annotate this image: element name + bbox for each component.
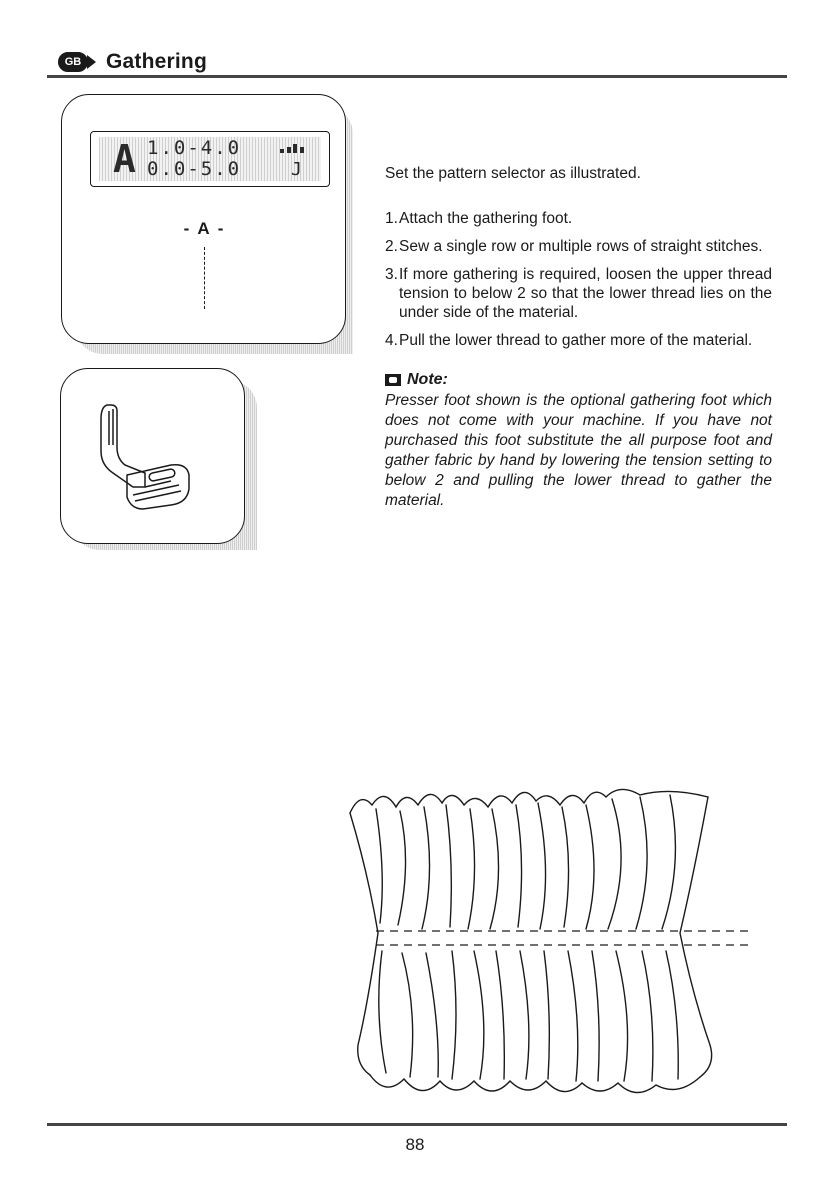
badge-arrow-icon (87, 55, 96, 69)
step-item: 1. Attach the gathering foot. (385, 210, 573, 227)
lcd-pattern-letter: A (113, 137, 136, 181)
steps-list (385, 209, 772, 350)
page-number: 88 (405, 1135, 425, 1154)
step-item: 3. If more gathering is required, loosen the upper thread tension to below 2 so that the lower thread lies on the under side of the material. (385, 266, 772, 321)
straight-stitch-line (204, 247, 205, 309)
buttonhole-symbol-icon (279, 141, 305, 155)
note-text: Presser foot shown is the optional gathering foot which does not come with your machine. If you have not purchased this foot substitute the all purpose foot and gather fabric by hand by lowering the tension setting to below 2 and pulling the lower thread to gather the material. (385, 392, 772, 509)
gathering-foot-panel (60, 368, 245, 544)
instructions (385, 158, 772, 511)
gb-language-badge: GB (58, 52, 88, 72)
gathered-fabric-illustration (340, 783, 760, 1103)
intro-text: Set the pattern selector as illustrated. (385, 165, 641, 182)
stitch-label: - A - (183, 219, 226, 238)
note-heading: Note: (385, 370, 772, 389)
lcd-foot-symbol: J (291, 159, 302, 180)
pattern-selector-panel (61, 94, 346, 344)
step-item: 4. Pull the lower thread to gather more of the material. (385, 332, 753, 349)
lcd-display (90, 131, 330, 187)
page-header (58, 50, 207, 74)
note-icon (385, 374, 401, 386)
lcd-stitch-length-range: 1.0-4.0 (147, 137, 242, 159)
header-rule (47, 75, 787, 78)
lcd-screen (99, 137, 321, 181)
step-item: 2. Sew a single row or multiple rows of straight stitches. (385, 238, 763, 255)
lcd-stitch-width-range: 0.0-5.0 (147, 158, 242, 180)
gathering-foot-icon (61, 369, 246, 545)
footer-rule (47, 1123, 787, 1126)
page-title: Gathering (106, 50, 207, 73)
